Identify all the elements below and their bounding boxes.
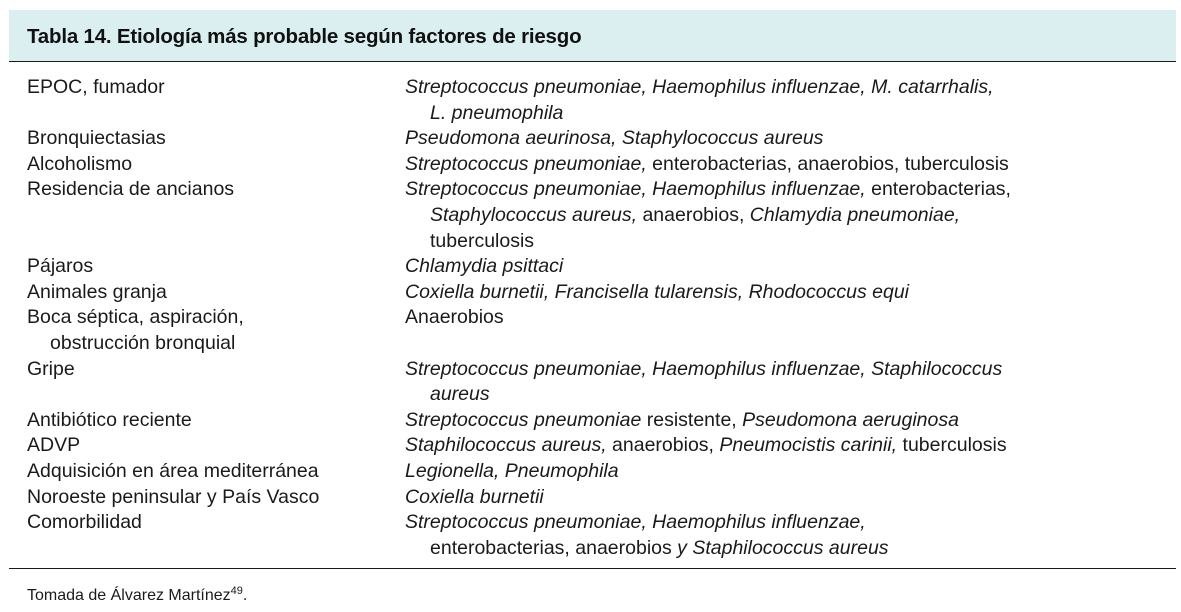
risk-factor-text: Antibiótico reciente [27, 408, 192, 431]
etiology-line [405, 101, 1176, 127]
table-row [9, 485, 1176, 511]
table-row [9, 280, 1176, 306]
etiology-line [405, 280, 1176, 306]
risk-factor-text: Bronquiectasias [27, 127, 166, 150]
risk-factor-text: Gripe [27, 357, 75, 380]
risk-factor-text: Adquisición en área mediterránea [27, 459, 319, 482]
risk-factor-cell [9, 254, 405, 280]
risk-factor-cell [9, 459, 405, 485]
etiology-cell [405, 75, 1176, 126]
etiology-line [405, 203, 1176, 229]
table-row [9, 305, 1176, 356]
organism-name: Streptococcus pneumoniae [405, 408, 642, 431]
footnote-text: Tomada de Álvarez Martínez [27, 587, 231, 604]
table-row [9, 152, 1176, 178]
etiology-cell [405, 408, 1176, 434]
organism-name: y Staphilococcus aureus [677, 536, 889, 559]
risk-factor-cell [9, 152, 405, 178]
organism-name: Streptococcus pneumoniae, Haemophilus influenzae, M. catarrhalis, [405, 76, 994, 98]
organism-name: aureus [430, 383, 490, 406]
etiology-line [405, 536, 1176, 562]
organism-name: Coxiella burnetii [405, 485, 544, 508]
etiology-line [405, 152, 1176, 178]
risk-factor-cell [9, 126, 405, 152]
organism-name: Streptococcus pneumoniae, [405, 152, 647, 175]
organism-name: Pneumocistis carinii, [719, 434, 898, 457]
etiology-line [405, 75, 1176, 101]
organism-name: Pseudomona aeurinosa, Staphylococcus aureus [405, 127, 824, 150]
etiology-line [405, 510, 1176, 536]
etiology-cell [405, 357, 1176, 408]
organism-name: Chlamydia psittaci [405, 255, 564, 278]
risk-factor-text: Boca séptica, aspiración, [27, 306, 244, 329]
organism-name: Staphylococcus aureus, [430, 203, 638, 226]
etiology-text: tuberculosis [897, 434, 1007, 457]
table-row [9, 459, 1176, 485]
table-title: Tabla 14. Etiología más probable según factores de riesgo [27, 25, 582, 48]
risk-factor-cell [9, 433, 405, 459]
etiology-line [405, 177, 1176, 203]
table-row [9, 433, 1176, 459]
risk-factor-cell [9, 305, 405, 356]
bottom-divider [9, 568, 1176, 569]
etiology-cell [405, 433, 1176, 459]
risk-factor-cell [9, 280, 405, 306]
etiology-line [405, 254, 1176, 280]
table-row [9, 177, 1176, 254]
risk-factor-text: EPOC, fumador [27, 76, 165, 98]
etiology-text: Anaerobios [405, 306, 504, 329]
organism-name: Streptococcus pneumoniae, Haemophilus influenzae, Staphilococcus [405, 357, 1003, 380]
risk-factor-cell [9, 177, 405, 254]
etiology-text: anaerobios, [637, 203, 750, 226]
etiology-line [405, 382, 1176, 408]
footnote-reference: 49 [230, 585, 243, 597]
etiology-line [405, 305, 1176, 331]
footnote-end: . [242, 587, 248, 604]
organism-name: Chlamydia pneumoniae, [749, 203, 961, 226]
etiology-cell [405, 152, 1176, 178]
risk-factor-cell [9, 357, 405, 408]
etiology-cell [405, 280, 1176, 306]
risk-factor-cell [9, 75, 405, 126]
risk-factor-text: ADVP [27, 434, 81, 457]
table-row [9, 126, 1176, 152]
risk-factor-cell [9, 485, 405, 511]
etiology-line [405, 433, 1176, 459]
organism-name: Legionella, Pneumophila [405, 459, 619, 482]
risk-factor-cell [9, 510, 405, 561]
etiology-text: enterobacterias, anaerobios, tuberculosis [646, 152, 1009, 175]
etiology-line [405, 459, 1176, 485]
risk-factor-text: Pájaros [27, 255, 94, 278]
source-footnote [27, 581, 247, 606]
table-row [9, 75, 1176, 126]
table-row [9, 408, 1176, 434]
etiology-text: tuberculosis [430, 229, 535, 252]
etiology-cell [405, 126, 1176, 152]
etiology-line [405, 126, 1176, 152]
risk-factor-text: Alcoholismo [27, 152, 133, 175]
table-row [9, 510, 1176, 561]
organism-name: Streptococcus pneumoniae, Haemophilus influenzae, [405, 511, 866, 534]
etiology-line [405, 408, 1176, 434]
etiology-text: enterobacterias, [865, 178, 1011, 201]
etiology-text: enterobacterias, anaerobios [430, 536, 678, 559]
table-header [9, 10, 1176, 62]
risk-factor-text: Comorbilidad [27, 511, 142, 534]
etiology-cell [405, 254, 1176, 280]
etiology-cell [405, 510, 1176, 561]
etiology-text: anaerobios, [606, 434, 720, 457]
organism-name: Streptococcus pneumoniae, Haemophilus influenzae, [405, 178, 866, 201]
organism-name: Pseudomona aeruginosa [742, 408, 959, 431]
organism-name: L. pneumophila [430, 101, 564, 124]
organism-name: Coxiella burnetii, Francisella tularensis, Rhodococcus equi [405, 280, 910, 303]
etiology-line [405, 485, 1176, 511]
etiology-cell [405, 459, 1176, 485]
table-container [9, 10, 1176, 561]
risk-factor-text: Noroeste peninsular y País Vasco [27, 485, 320, 508]
risk-factor-text: Animales granja [27, 280, 167, 303]
table-row [9, 254, 1176, 280]
etiology-cell [405, 305, 1176, 356]
etiology-line [405, 229, 1176, 255]
table-body [9, 62, 1176, 561]
risk-factor-cell [9, 408, 405, 434]
etiology-cell [405, 485, 1176, 511]
etiology-cell [405, 177, 1176, 254]
table-row [9, 357, 1176, 408]
risk-factor-text: Residencia de ancianos [27, 178, 235, 201]
etiology-line [405, 357, 1176, 383]
risk-factor-text: obstrucción bronquial [50, 331, 236, 354]
organism-name: Staphilococcus aureus, [405, 434, 607, 457]
etiology-text: resistente, [641, 408, 743, 431]
